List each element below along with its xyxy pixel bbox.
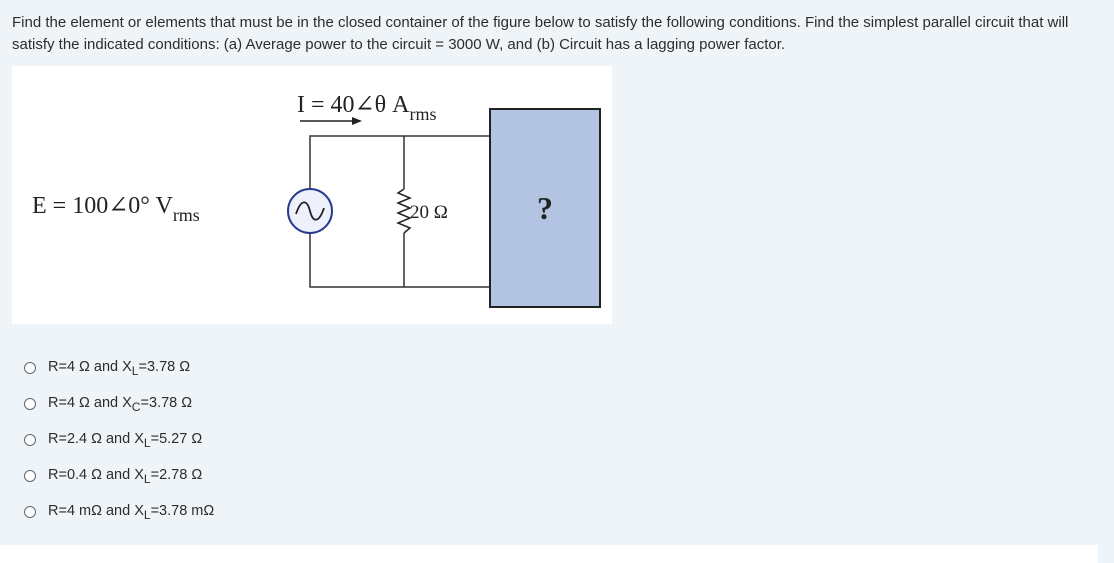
radio-button[interactable] [24, 398, 36, 410]
radio-button[interactable] [24, 506, 36, 518]
circuit-figure [12, 66, 612, 324]
radio-button[interactable] [24, 434, 36, 446]
top-wire [310, 136, 492, 189]
resistor-label: 20 Ω [410, 202, 448, 223]
current-arrowhead [352, 117, 362, 125]
question-text: Find the element or elements that must be in the closed container of the figure below to satisfy the following conditions. Find the simplest parallel circuit that will satisfy the indicated conditions: (a) Average power to the circuit = 3000 W, and (b) Circuit has a lagging power factor. [12, 14, 1069, 53]
option-3[interactable] [24, 422, 214, 458]
bottom-panel-edge [0, 545, 1098, 563]
option-2[interactable] [24, 386, 214, 422]
resistor-symbol [398, 189, 410, 233]
option-label: R=4 Ω and $X_C=3.78$ Ω [48, 394, 193, 414]
source-voltage-label: E = 100∠0° $V_{rms}$ [32, 193, 200, 225]
option-4[interactable] [24, 458, 214, 494]
circuit-diagram [12, 66, 612, 324]
option-1[interactable] [24, 350, 214, 386]
option-label: R=4 mΩ and $X_L=3.78$ mΩ [48, 502, 215, 522]
radio-button[interactable] [24, 362, 36, 374]
option-label: R=2.4 Ω and $X_L=5.27$ Ω [48, 430, 203, 450]
container-question-mark: ? [537, 190, 553, 226]
option-5[interactable] [24, 494, 214, 530]
option-label: R=0.4 Ω and $X_L=2.78$ Ω [48, 466, 203, 486]
option-label: R=4 Ω and $X_L=3.78$ Ω [48, 358, 191, 378]
current-label: I = 40∠θ $A_{rms}$ [297, 92, 437, 124]
radio-button[interactable] [24, 470, 36, 482]
bottom-wire [310, 234, 492, 287]
answer-options [24, 350, 214, 530]
